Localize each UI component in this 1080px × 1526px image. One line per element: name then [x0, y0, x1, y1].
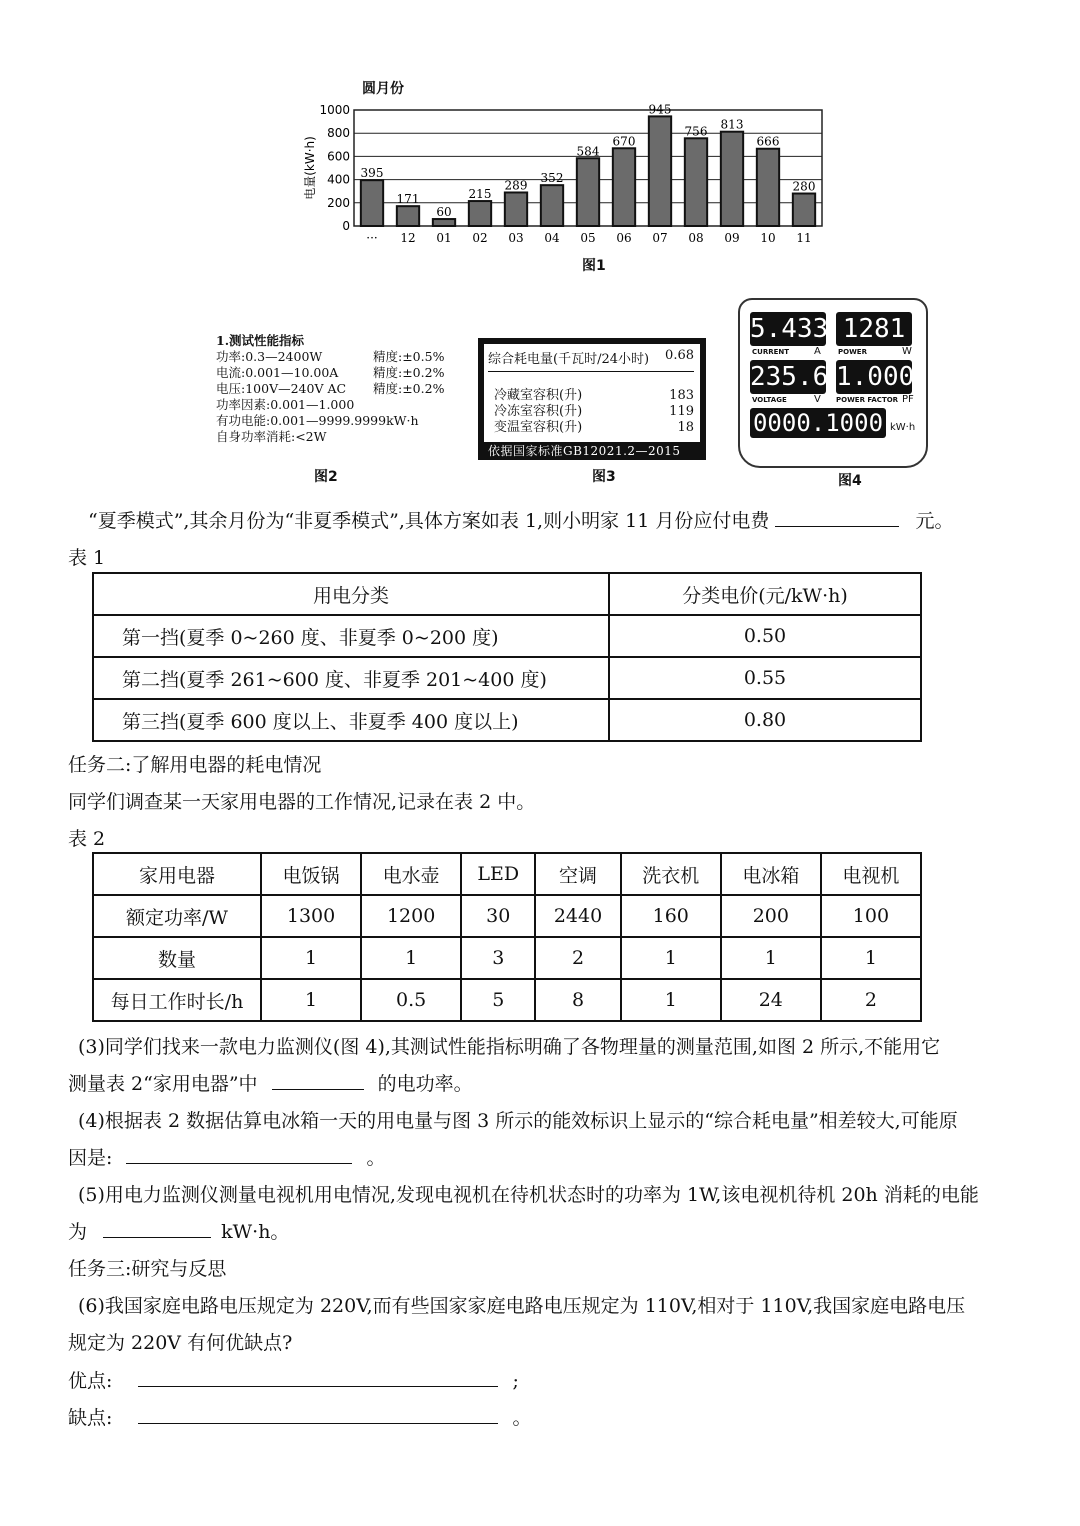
table-cell: 数量 — [93, 937, 261, 979]
spec-right: 精度:±0.2% — [373, 365, 445, 380]
table-cell: 24 — [721, 979, 821, 1021]
table-cell: 电冰箱 — [721, 853, 821, 895]
table-cell: 洗衣机 — [621, 853, 721, 895]
y-tick-label: 800 — [327, 126, 350, 141]
table-cell: 160 — [621, 895, 721, 937]
chart-svg — [300, 78, 840, 278]
table-cell: 0.80 — [609, 699, 921, 741]
power-label: POWER — [838, 348, 867, 356]
table-cell: 100 — [821, 895, 921, 937]
table-cell: 0.55 — [609, 657, 921, 699]
spec-left: 功率因素:0.001—1.000 — [216, 397, 355, 412]
power-unit: W — [902, 346, 912, 357]
x-tick-label: 05 — [580, 231, 596, 245]
task2-text: 同学们调查某一天家用电器的工作情况,记录在表 2 中。 — [68, 791, 536, 813]
power-factor-label: POWER FACTOR — [836, 396, 899, 404]
table-cell: 1 — [821, 937, 921, 979]
x-tick-label: 01 — [436, 231, 452, 245]
y-tick-label: 600 — [327, 149, 350, 164]
table-cell: 0.5 — [361, 979, 461, 1021]
data-label: 280 — [792, 179, 816, 194]
bar — [469, 201, 491, 226]
y-tick-label: 0 — [342, 219, 350, 233]
capacity-value: 119 — [669, 404, 694, 419]
energy-unit: kW·h — [890, 422, 916, 433]
table-cell: 1 — [361, 937, 461, 979]
spec-left: 有功电能:0.001—9999.9999kW·h — [216, 413, 419, 428]
bar — [433, 219, 455, 226]
table-header: 分类电价(元/kW·h) — [609, 573, 921, 615]
spec-left: 电流:0.001—10.00A — [216, 365, 339, 380]
voltage-display: 235.6 — [750, 362, 829, 392]
table-cell: 电饭锅 — [261, 853, 361, 895]
bar — [361, 180, 383, 226]
data-label: 352 — [540, 171, 564, 186]
q5-line1: (5)用电力监测仪测量电视机用电情况,发现电视机在待机状态时的功率为 1W,该电视机待机 20h 消耗的电能 — [78, 1184, 979, 1206]
table-cell: 1 — [261, 937, 361, 979]
disadvantage-line: 缺点: 。 — [68, 1407, 532, 1429]
power-factor-unit: PF — [902, 394, 914, 405]
answer-blank[interactable] — [126, 1145, 352, 1164]
bar — [613, 148, 635, 226]
table-cell: 第二挡(夏季 261~600 度、非夏季 201~400 度) — [93, 657, 609, 699]
summer-mode-question: “夏季模式”,其余月份为“非夏季模式”,具体方案如表 1,则小明家 11 月份应付电费 元。 — [88, 510, 954, 532]
appliance-table — [92, 852, 922, 1022]
answer-blank[interactable] — [272, 1071, 364, 1090]
energy-label-value: 0.68 — [665, 348, 694, 363]
energy-label-footer: 依据国家标准GB12021.2—2015 — [488, 444, 681, 458]
electricity-price-table — [92, 572, 922, 742]
data-label: 171 — [396, 192, 420, 207]
x-tick-label: 11 — [796, 231, 812, 245]
data-label: 756 — [684, 124, 708, 139]
energy-label-header: 综合耗电量(千瓦时/24小时) — [488, 352, 650, 367]
table-cell: 空调 — [535, 853, 620, 895]
data-label: 584 — [576, 144, 600, 159]
spec-left: 电压:100V—240V AC — [216, 381, 347, 396]
table-cell: 2 — [535, 937, 620, 979]
y-tick-label: 400 — [327, 172, 350, 187]
power-factor-display: 1.000 — [836, 362, 915, 392]
task3-title: 任务三:研究与反思 — [68, 1258, 227, 1280]
bar — [577, 158, 599, 226]
energy-display: 0000.1000 — [750, 408, 886, 438]
x-tick-label: 07 — [652, 231, 668, 245]
data-label: 60 — [436, 205, 452, 220]
q6-line2: 规定为 220V 有何优缺点? — [68, 1332, 293, 1354]
table-cell: 30 — [461, 895, 535, 937]
table-cell: 3 — [461, 937, 535, 979]
capacity-value: 183 — [669, 388, 694, 403]
q6-line1: (6)我国家庭电路电压规定为 220V,而有些国家家庭电路电压规定为 110V,相对于 110V,我国家庭电路电压 — [78, 1295, 966, 1317]
table-cell: 1 — [621, 937, 721, 979]
capacity-label: 变温室容积(升) — [494, 420, 583, 435]
answer-blank[interactable] — [138, 1368, 498, 1387]
table2-caption: 表 2 — [68, 828, 106, 850]
bar — [757, 149, 779, 226]
bar — [685, 138, 707, 226]
y-axis-label: 电量(kW·h) — [303, 136, 317, 200]
x-tick-label: 03 — [508, 231, 524, 245]
table-header: 用电分类 — [93, 573, 609, 615]
bar — [721, 132, 743, 226]
bar — [541, 185, 563, 226]
fig2-spec-list — [216, 333, 466, 445]
task2-title: 任务二:了解用电器的耗电情况 — [68, 754, 322, 776]
capacity-label: 冷藏室容积(升) — [494, 388, 583, 403]
advantage-line: 优点: ; — [68, 1370, 519, 1392]
bar — [397, 206, 419, 226]
q5-line2: 为 kW·h。 — [68, 1221, 290, 1243]
data-label: 215 — [468, 187, 492, 202]
table-cell: 2440 — [535, 895, 620, 937]
table-cell: 每日工作时长/h — [93, 979, 261, 1021]
table-cell: 8 — [535, 979, 620, 1021]
voltage-label: VOLTAGE — [752, 396, 787, 404]
spec-right: 精度:±0.2% — [373, 381, 445, 396]
fig1-caption: 图1 — [582, 258, 606, 274]
table-cell: 1 — [721, 937, 821, 979]
data-label: 945 — [648, 102, 672, 117]
spec-right: 精度:±0.5% — [373, 349, 445, 364]
table-cell: 电视机 — [821, 853, 921, 895]
table-cell: 1200 — [361, 895, 461, 937]
q3-line2: 测量表 2“家用电器”中 的电功率。 — [68, 1073, 473, 1095]
bar — [505, 192, 527, 226]
table-cell: 1 — [261, 979, 361, 1021]
spec-left: 功率:0.3—2400W — [216, 349, 323, 364]
table-cell: 200 — [721, 895, 821, 937]
x-tick-label: 06 — [616, 231, 632, 245]
fig3-caption: 图3 — [592, 469, 616, 485]
current-display: 5.433 — [750, 314, 829, 344]
fig2-caption: 图2 — [314, 469, 338, 485]
current-label: CURRENT — [752, 348, 790, 356]
monthly-usage-chart — [300, 78, 840, 278]
spec-left: 自身功率消耗:<2W — [216, 429, 327, 444]
y-tick-label: 1000 — [319, 103, 350, 117]
data-label: 666 — [756, 134, 780, 149]
x-tick-label: 04 — [544, 231, 560, 245]
data-label: 289 — [504, 178, 528, 193]
table-cell: 第一挡(夏季 0~260 度、非夏季 0~200 度) — [93, 615, 609, 657]
table-cell: 1300 — [261, 895, 361, 937]
fig4-caption: 图4 — [838, 473, 862, 489]
current-unit: A — [814, 346, 821, 357]
y-tick-label: 200 — [327, 195, 350, 210]
data-label: 813 — [720, 117, 744, 132]
table-cell: 1 — [621, 979, 721, 1021]
table-cell: 5 — [461, 979, 535, 1021]
table-cell: 家用电器 — [93, 853, 261, 895]
q4-line1: (4)根据表 2 数据估算电冰箱一天的用电量与图 3 所示的能效标识上显示的“综合耗电量”相差较大,可能原 — [78, 1110, 958, 1132]
bar — [793, 194, 815, 226]
x-tick-label: 12 — [400, 231, 416, 245]
voltage-unit: V — [814, 394, 821, 405]
chart-title: 圆月份 — [362, 81, 404, 97]
x-tick-label: 02 — [472, 231, 488, 245]
bar — [649, 116, 671, 226]
q3-line1: (3)同学们找来一款电力监测仪(图 4),其测试性能指标明确了各物理量的测量范围,如图 2 所示,不能用它 — [78, 1036, 941, 1058]
table-cell: 第三挡(夏季 600 度以上、非夏季 400 度以上) — [93, 699, 609, 741]
data-label: 670 — [612, 134, 636, 149]
table1-caption: 表 1 — [68, 547, 106, 569]
x-tick-label: ··· — [366, 231, 378, 245]
table-cell: 电水壶 — [361, 853, 461, 895]
data-label: 395 — [360, 166, 384, 181]
power-display: 1281 — [836, 312, 912, 346]
capacity-label: 冷冻室容积(升) — [494, 404, 583, 419]
energy-label — [478, 338, 706, 460]
x-tick-label: 09 — [724, 231, 740, 245]
power-meter — [738, 298, 928, 468]
x-tick-label: 10 — [760, 231, 776, 245]
fig2-title: 1.测试性能指标 — [216, 333, 305, 348]
table-cell: 额定功率/W — [93, 895, 261, 937]
table-cell: LED — [461, 853, 535, 895]
answer-blank[interactable] — [103, 1219, 211, 1238]
answer-blank[interactable] — [138, 1405, 498, 1424]
capacity-value: 18 — [677, 420, 694, 435]
table-cell: 2 — [821, 979, 921, 1021]
answer-blank[interactable] — [775, 508, 899, 527]
q4-line2: 因是: 。 — [68, 1147, 386, 1169]
x-tick-label: 08 — [688, 231, 704, 245]
table-cell: 0.50 — [609, 615, 921, 657]
